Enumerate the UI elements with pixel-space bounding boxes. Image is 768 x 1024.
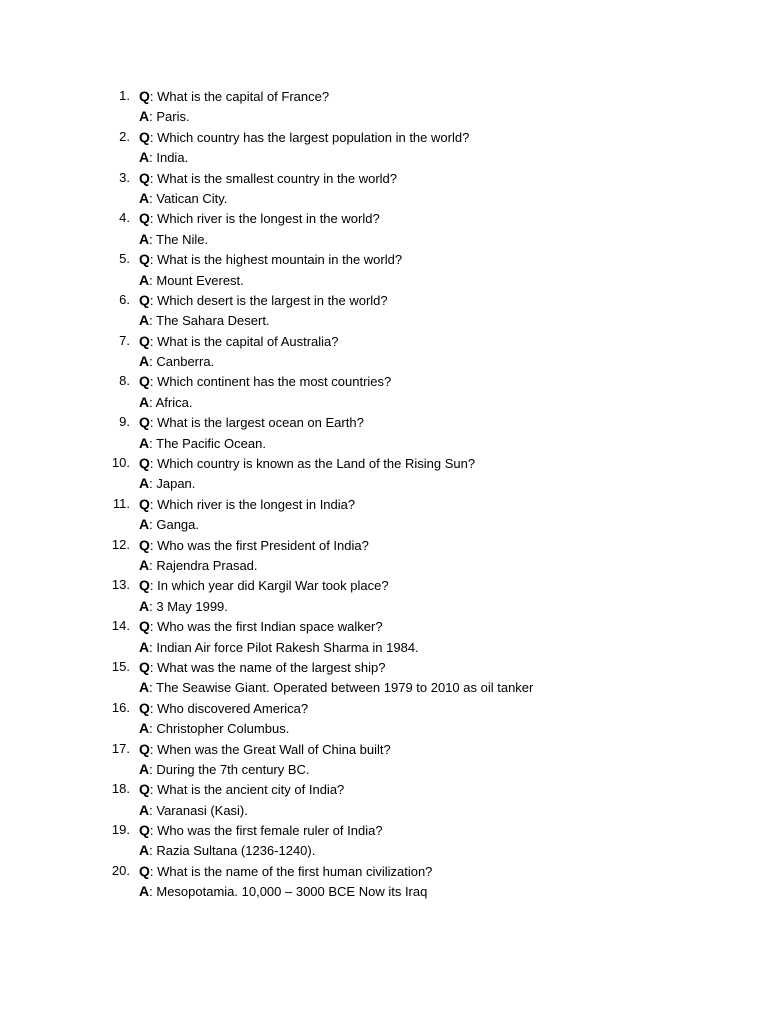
answer-text-wrap: A: India. xyxy=(139,149,189,166)
question-text-wrap: Q: Which river is the longest in India? xyxy=(139,495,356,512)
qa-item xyxy=(96,371,736,412)
question-text: Who was the first female ruler of India? xyxy=(157,823,383,839)
question-text-wrap: Q: What was the name of the largest ship? xyxy=(139,658,386,675)
question-line xyxy=(96,208,736,228)
answer-label: A xyxy=(139,760,150,777)
answer-label: A xyxy=(139,271,150,288)
question-line xyxy=(96,127,736,147)
answer-label: A xyxy=(139,801,150,818)
answer-line xyxy=(96,555,736,575)
item-number: 10. xyxy=(111,455,130,471)
question-line xyxy=(96,371,736,391)
question-text: Who was the first President of India? xyxy=(157,537,369,553)
question-text: Which country has the largest population in the world? xyxy=(157,129,470,145)
answer-text: Mesopotamia. 10,000 – 3000 BCE Now its Iraq xyxy=(156,884,428,900)
question-label: Q xyxy=(139,781,150,798)
question-text: Which country is known as the Land of the Rising Sun? xyxy=(157,456,476,472)
question-label: Q xyxy=(139,88,150,104)
answer-label: A xyxy=(139,597,150,614)
item-number: 3. xyxy=(119,169,130,185)
answer-line xyxy=(96,229,736,249)
answer-text: Ganga. xyxy=(156,517,200,533)
question-line xyxy=(96,657,736,677)
question-line xyxy=(96,820,736,840)
answer-line xyxy=(96,351,736,371)
answer-line xyxy=(96,188,736,208)
question-text: Which river is the longest in India? xyxy=(157,496,356,512)
question-text-wrap: Q: Which desert is the largest in the world? xyxy=(139,291,388,308)
item-number: 15. xyxy=(111,658,130,674)
answer-text-wrap: A: The Seawise Giant. Operated between 1979 to 2010 as oil tanker xyxy=(139,679,534,696)
answer-text-wrap: A: Mesopotamia. 10,000 – 3000 BCE Now its Iraq xyxy=(139,883,428,900)
answer-text: Vatican City. xyxy=(156,190,228,206)
item-number: 19. xyxy=(111,822,130,838)
answer-text: Christopher Columbus. xyxy=(156,721,290,737)
question-text: Who discovered America? xyxy=(157,700,309,716)
item-number: 1. xyxy=(119,88,130,103)
answer-text-wrap: A: Japan. xyxy=(139,475,196,492)
answer-label: A xyxy=(139,679,150,696)
qa-item xyxy=(96,494,736,535)
answer-line xyxy=(96,147,736,167)
answer-label: A xyxy=(139,434,150,451)
answer-text-wrap: A: 3 May 1999. xyxy=(139,597,228,614)
qa-item xyxy=(96,208,736,249)
answer-text-wrap: A: Paris. xyxy=(139,108,190,125)
item-number: 20. xyxy=(111,862,130,878)
question-line xyxy=(96,249,736,269)
answer-text: Razia Sultana (1236-1240). xyxy=(156,843,316,859)
question-text-wrap: Q: Who was the first Indian space walker? xyxy=(139,618,383,635)
qa-item xyxy=(96,249,736,290)
qa-item xyxy=(96,779,736,820)
answer-line xyxy=(96,392,736,412)
item-number: 8. xyxy=(119,373,130,389)
answer-text: Africa. xyxy=(155,394,193,410)
answer-label: A xyxy=(139,189,150,206)
answer-text-wrap: A: The Nile. xyxy=(139,230,209,247)
question-text: What is the ancient city of India? xyxy=(157,782,345,798)
question-label: Q xyxy=(139,373,150,390)
answer-label: A xyxy=(139,353,150,370)
question-label: Q xyxy=(139,822,150,839)
answer-text-wrap: A: The Pacific Ocean. xyxy=(139,434,266,451)
qa-item xyxy=(96,86,736,127)
answer-text-wrap: A: Vatican City. xyxy=(139,189,228,206)
question-line xyxy=(96,739,736,759)
answer-text: The Nile. xyxy=(156,231,209,247)
answer-text-wrap: A: Canberra. xyxy=(139,353,215,370)
answer-line xyxy=(96,473,736,493)
item-number: 13. xyxy=(111,577,130,593)
question-text-wrap: Q: Which river is the longest in the world? xyxy=(139,210,380,227)
question-text: Which continent has the most countries? xyxy=(157,374,392,390)
question-label: Q xyxy=(139,332,150,349)
answer-label: A xyxy=(139,230,150,247)
question-text-wrap: Q: What is the capital of France? xyxy=(139,88,330,104)
question-text-wrap: Q: What is the capital of Australia? xyxy=(139,332,339,349)
question-text-wrap: Q: What is the name of the first human civilization? xyxy=(139,862,433,879)
item-number: 18. xyxy=(111,781,130,797)
question-line xyxy=(96,331,736,351)
item-number: 14. xyxy=(111,618,130,634)
answer-line xyxy=(96,637,736,657)
answer-label: A xyxy=(139,393,150,410)
question-label: Q xyxy=(139,291,150,308)
qa-item xyxy=(96,535,736,576)
question-label: Q xyxy=(139,414,150,431)
answer-text: During the 7th century BC. xyxy=(156,761,310,777)
question-text-wrap: Q: When was the Great Wall of China built? xyxy=(139,740,391,757)
answer-text: 3 May 1999. xyxy=(156,598,228,614)
question-label: Q xyxy=(139,455,150,472)
question-label: Q xyxy=(139,699,150,716)
answer-text-wrap: A: Africa. xyxy=(139,393,193,410)
qa-item xyxy=(96,127,736,168)
question-line xyxy=(96,168,736,188)
question-label: Q xyxy=(139,210,150,227)
qa-item xyxy=(96,453,736,494)
question-text: What is the highest mountain in the world? xyxy=(157,252,403,268)
answer-label: A xyxy=(139,475,150,492)
question-line xyxy=(96,698,736,718)
qa-item xyxy=(96,861,736,902)
question-label: Q xyxy=(139,862,150,879)
question-label: Q xyxy=(139,536,150,553)
question-text-wrap: Q: Which country has the largest population in the world? xyxy=(139,128,470,145)
answer-line xyxy=(96,310,736,330)
question-text-wrap: Q: What is the smallest country in the world? xyxy=(139,169,398,186)
item-number: 12. xyxy=(111,536,130,552)
question-label: Q xyxy=(139,618,150,635)
item-number: 9. xyxy=(119,414,130,430)
question-text: What is the largest ocean on Earth? xyxy=(157,415,364,431)
answer-line xyxy=(96,677,736,697)
answer-line xyxy=(96,514,736,534)
item-number: 4. xyxy=(119,210,130,226)
item-number: 16. xyxy=(111,699,130,715)
question-label: Q xyxy=(139,740,150,757)
answer-text-wrap: A: Razia Sultana (1236-1240). xyxy=(139,842,316,859)
answer-label: A xyxy=(139,312,150,329)
question-text: Who was the first Indian space walker? xyxy=(157,619,383,635)
question-text-wrap: Q: Who was the first female ruler of India? xyxy=(139,822,383,839)
question-text: What is the capital of France? xyxy=(157,89,330,104)
answer-label: A xyxy=(139,720,150,737)
item-number: 7. xyxy=(119,332,130,348)
question-line xyxy=(96,290,736,310)
answer-text-wrap: A: Christopher Columbus. xyxy=(139,720,290,737)
answer-text: Indian Air force Pilot Rakesh Sharma in 1984. xyxy=(156,639,419,655)
answer-text: Varanasi (Kasi). xyxy=(156,802,248,818)
answer-label: A xyxy=(139,638,150,655)
answer-label: A xyxy=(139,149,150,166)
question-line xyxy=(96,453,736,473)
item-number: 6. xyxy=(119,291,130,307)
question-line xyxy=(96,535,736,555)
qa-item xyxy=(96,168,736,209)
answer-text: India. xyxy=(156,150,189,166)
answer-text-wrap: A: Mount Everest. xyxy=(139,271,244,288)
question-line xyxy=(96,779,736,799)
question-text-wrap: Q: Who discovered America? xyxy=(139,699,309,716)
qa-item xyxy=(96,412,736,453)
question-label: Q xyxy=(139,577,150,594)
qa-item xyxy=(96,575,736,616)
qa-item xyxy=(96,820,736,861)
qa-item xyxy=(96,616,736,657)
answer-line xyxy=(96,433,736,453)
answer-label: A xyxy=(139,556,150,573)
question-line xyxy=(96,494,736,514)
answer-text: Paris. xyxy=(156,109,190,125)
question-label: Q xyxy=(139,495,150,512)
question-line xyxy=(96,575,736,595)
question-line xyxy=(96,861,736,881)
answer-label: A xyxy=(139,108,150,125)
question-line xyxy=(96,616,736,636)
question-text-wrap: Q: In which year did Kargil War took place? xyxy=(139,577,389,594)
question-line xyxy=(96,86,736,106)
answer-text: The Sahara Desert. xyxy=(156,313,270,329)
question-text-wrap: Q: Which continent has the most countries? xyxy=(139,373,392,390)
answer-text: Canberra. xyxy=(156,354,215,370)
question-label: Q xyxy=(139,658,150,675)
answer-text-wrap: A: Ganga. xyxy=(139,516,200,533)
answer-line xyxy=(96,800,736,820)
answer-line xyxy=(96,270,736,290)
answer-text-wrap: A: Rajendra Prasad. xyxy=(139,556,258,573)
answer-text: Rajendra Prasad. xyxy=(156,557,258,573)
answer-label: A xyxy=(139,883,150,900)
answer-line xyxy=(96,718,736,738)
qa-item xyxy=(96,331,736,372)
question-text-wrap: Q: What is the largest ocean on Earth? xyxy=(139,414,364,431)
answer-text-wrap: A: Indian Air force Pilot Rakesh Sharma in 1984. xyxy=(139,638,419,655)
question-text-wrap: Q: Who was the first President of India? xyxy=(139,536,369,553)
question-text: What is the name of the first human civilization? xyxy=(157,863,433,879)
answer-line xyxy=(96,840,736,860)
answer-line xyxy=(96,759,736,779)
item-number: 11. xyxy=(112,495,130,511)
question-text-wrap: Q: What is the highest mountain in the world? xyxy=(139,251,403,268)
question-text: When was the Great Wall of China built? xyxy=(157,741,391,757)
answer-text-wrap: A: During the 7th century BC. xyxy=(139,760,310,777)
question-text: What is the capital of Australia? xyxy=(157,333,339,349)
question-text-wrap: Q: Which country is known as the Land of the Rising Sun? xyxy=(139,455,476,472)
qa-item xyxy=(96,657,736,698)
qa-item xyxy=(96,698,736,739)
question-text: In which year did Kargil War took place? xyxy=(157,578,389,594)
question-label: Q xyxy=(139,169,150,186)
answer-label: A xyxy=(139,842,150,859)
answer-line xyxy=(96,106,736,126)
item-number: 2. xyxy=(119,128,130,144)
question-text: What is the smallest country in the world? xyxy=(157,170,398,186)
answer-line xyxy=(96,881,736,901)
question-text: Which river is the longest in the world? xyxy=(157,211,380,227)
question-text-wrap: Q: What is the ancient city of India? xyxy=(139,781,345,798)
item-number: 17. xyxy=(111,740,130,756)
answer-text: Japan. xyxy=(156,476,196,492)
answer-text: The Pacific Ocean. xyxy=(156,435,266,451)
answer-text: The Seawise Giant. Operated between 1979 to 2010 as oil tanker xyxy=(156,680,534,696)
answer-label: A xyxy=(139,516,150,533)
item-number: 5. xyxy=(119,251,130,267)
question-label: Q xyxy=(139,251,150,268)
qa-item xyxy=(96,290,736,331)
question-text: Which desert is the largest in the world? xyxy=(157,292,388,308)
qa-list xyxy=(96,86,736,902)
qa-item xyxy=(96,739,736,780)
answer-text-wrap: A: The Sahara Desert. xyxy=(139,312,270,329)
question-text: What was the name of the largest ship? xyxy=(157,659,386,675)
question-label: Q xyxy=(139,128,150,145)
answer-text-wrap: A: Varanasi (Kasi). xyxy=(139,801,248,818)
answer-line xyxy=(96,596,736,616)
answer-text: Mount Everest. xyxy=(156,272,244,288)
question-line xyxy=(96,412,736,432)
